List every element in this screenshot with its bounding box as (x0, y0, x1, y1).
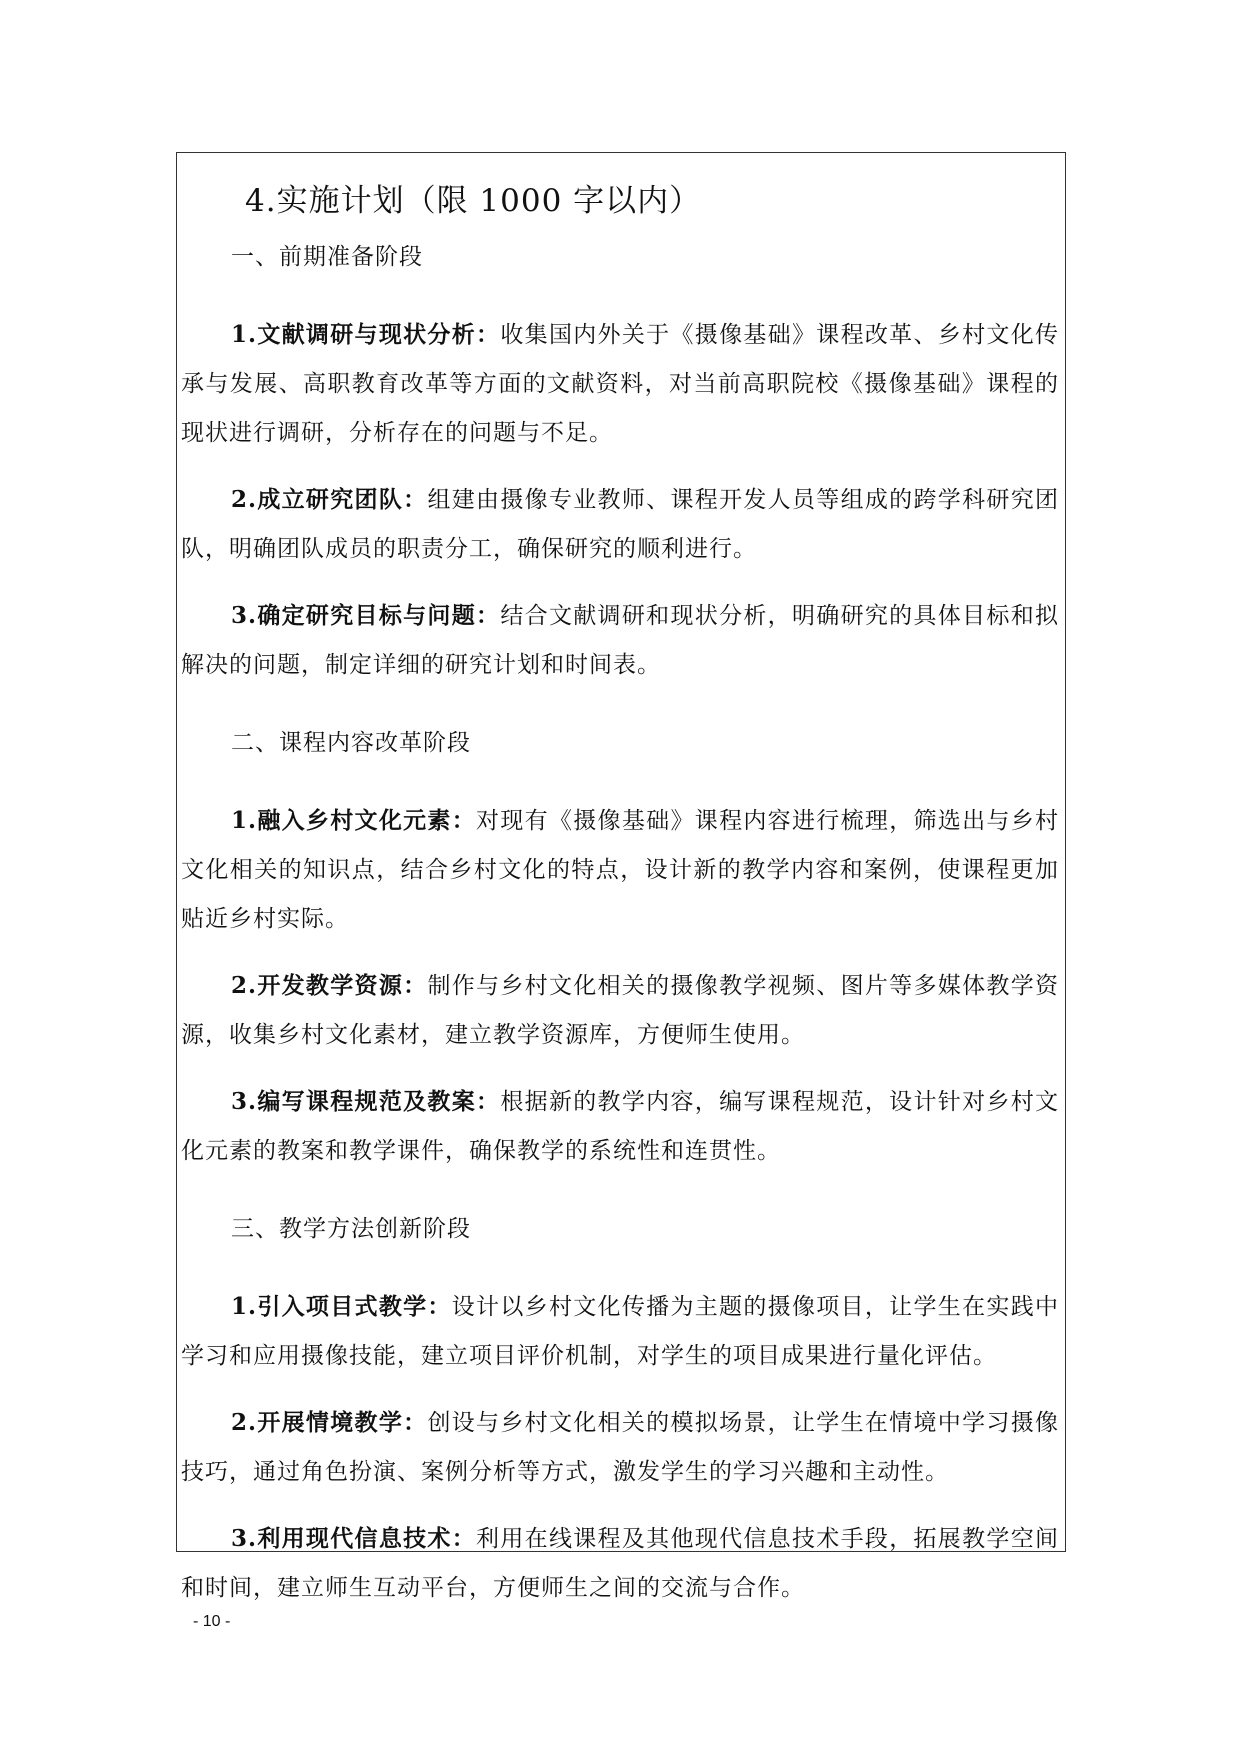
paragraph-label: 1.文献调研与现状分析： (231, 321, 501, 348)
paragraph (181, 1398, 1059, 1497)
section-heading-2: 二、课程内容改革阶段 (231, 730, 471, 756)
paragraph-label: 2.开发教学资源： (231, 972, 428, 999)
paragraph-text: 创设与乡村文化相关的模拟场景，让学生在情境中学习摄像技巧，通过角色扮演、案例分析等方式，激发学生的学习兴趣和主动性。 (181, 1410, 1060, 1485)
paragraph-text: 根据新的教学内容，编写课程规范，设计针对乡村文化元素的教案和教学课件，确保教学的系统性和连贯性。 (181, 1089, 1060, 1164)
section-heading-3: 三、教学方法创新阶段 (231, 1216, 471, 1242)
paragraph-label: 2.成立研究团队： (231, 486, 428, 513)
paragraph-text: 收集国内外关于《摄像基础》课程改革、乡村文化传承与发展、高职教育改革等方面的文献资料，对当前高职院校《摄像基础》课程的现状进行调研，分析存在的问题与不足。 (181, 322, 1060, 446)
paragraph-text: 利用在线课程及其他现代信息技术手段，拓展教学空间和时间，建立师生互动平台，方便师生之间的交流与合作。 (181, 1526, 1060, 1601)
paragraph (181, 1077, 1059, 1176)
paragraph (181, 475, 1059, 574)
page-number: - 10 - (193, 1613, 231, 1630)
paragraph-label: 1.融入乡村文化元素： (231, 807, 477, 834)
page-title: 4.实施计划（限 1000 字以内） (245, 183, 702, 219)
paragraph-text: 设计以乡村文化传播为主题的摄像项目，让学生在实践中学习和应用摄像技能，建立项目评价机制，对学生的项目成果进行量化评估。 (181, 1294, 1059, 1369)
paragraph-label: 3.编写课程规范及教案： (231, 1088, 501, 1115)
paragraph (181, 961, 1059, 1060)
section-heading-1: 一、前期准备阶段 (231, 244, 423, 270)
paragraph-label: 2.开展情境教学： (231, 1409, 428, 1436)
document-body (181, 241, 1059, 1613)
paragraph-label: 3.利用现代信息技术： (231, 1525, 477, 1552)
paragraph (181, 1514, 1059, 1613)
paragraph (181, 1282, 1059, 1381)
paragraph (181, 796, 1059, 944)
paragraph-text: 制作与乡村文化相关的摄像教学视频、图片等多媒体教学资源，收集乡村文化素材，建立教学资源库，方便师生使用。 (181, 973, 1060, 1048)
paragraph (181, 310, 1059, 458)
paragraph-text: 结合文献调研和现状分析，明确研究的具体目标和拟解决的问题，制定详细的研究计划和时间表。 (181, 603, 1060, 678)
paragraph-label: 1.引入项目式教学： (231, 1293, 452, 1320)
paragraph-text: 组建由摄像专业教师、课程开发人员等组成的跨学科研究团队，明确团队成员的职责分工，确保研究的顺利进行。 (181, 487, 1060, 562)
paragraph-text: 对现有《摄像基础》课程内容进行梳理，筛选出与乡村文化相关的知识点，结合乡村文化的特点，设计新的教学内容和案例，使课程更加贴近乡村实际。 (181, 808, 1060, 932)
content-frame (176, 152, 1066, 1601)
paragraph (181, 591, 1059, 690)
paragraph-label: 3.确定研究目标与问题： (231, 602, 501, 629)
